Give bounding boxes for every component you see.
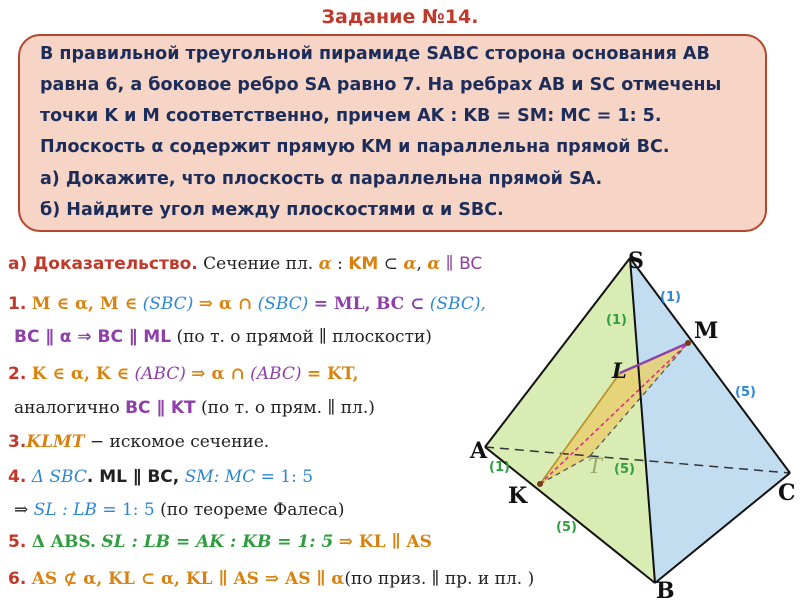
label-m: M <box>694 318 719 344</box>
label-c: C <box>778 480 796 506</box>
step-2: 2. K ∈ α, K ∈ (ABC) ⇒ α ∩ (ABC) = KT, <box>8 364 359 384</box>
step-2b: аналогично BC ∥ KT (по т. о прям. ∥ пл.) <box>14 398 375 418</box>
step-3: 3.KLMT − искомое сечение. <box>8 432 270 452</box>
step-4: 4. Δ SBC. ML ∥ BC, SM: MC = 1: 5 <box>8 467 314 487</box>
section-text: Сечение пл. <box>203 254 314 274</box>
solution-header: а) Доказательство. Сечение пл. α : KM ⊂ α, α ∥ BC <box>8 254 483 274</box>
ratio-ak: (1) <box>489 460 510 475</box>
task-line-6: б) Найдите угол между плоскостями α и SBC. <box>40 200 504 220</box>
label-t: T <box>588 454 603 478</box>
ratio-mc: (5) <box>735 385 756 400</box>
ratio-sl: (1) <box>606 313 627 328</box>
label-s: S <box>628 248 644 274</box>
task-title: Задание №14. <box>321 6 479 28</box>
label-k: K <box>508 483 528 509</box>
step-1b: BC ∥ α ⇒ BC ∥ ML (по т. о прямой ∥ плоскости) <box>14 327 432 347</box>
face-sbc <box>630 258 790 583</box>
ratio-kb: (5) <box>556 520 577 535</box>
task-line-2: равна 6, а боковое ребро SA равно 7. На ребрах AB и SC отмечены <box>40 75 722 95</box>
label-a: A <box>470 438 488 464</box>
step-1: 1. M ∈ α, M ∈ (SBC) ⇒ α ∩ (SBC) = ML, BC ⊂ (SBC), <box>8 294 486 314</box>
point-k <box>537 481 543 487</box>
task-line-1: В правильной треугольной пирамиде SABC сторона основания AB <box>40 44 710 64</box>
task-line-5: а) Докажите, что плоскость α параллельна прямой SA. <box>40 169 603 189</box>
point-m <box>685 340 691 346</box>
label-l: L <box>612 358 627 383</box>
ratio-sm: (1) <box>660 290 681 305</box>
task-line-3: точки K и M соответственно, причем AK : KB = SM: MC = 1: 5. <box>40 106 662 126</box>
step-5: 5. Δ ABS. SL : LB = AK : KB = 1: 5 ⇒ KL ∥ AS <box>8 532 432 552</box>
ratio-lb: (5) <box>614 462 635 477</box>
step-6: 6. AS ⊄ α, KL ⊂ α, KL ∥ AS ⇒ AS ∥ α(по приз. ∥ пр. и пл. ) <box>8 569 535 589</box>
step-4b: ⇒ SL : LB = 1: 5 (по теореме Фалеса) <box>14 500 345 520</box>
task-line-4: Плоскость α содержит прямую KM и параллельна прямой BC. <box>40 137 670 157</box>
proof-heading: а) Доказательство. <box>8 254 198 274</box>
label-b: B <box>656 578 675 600</box>
